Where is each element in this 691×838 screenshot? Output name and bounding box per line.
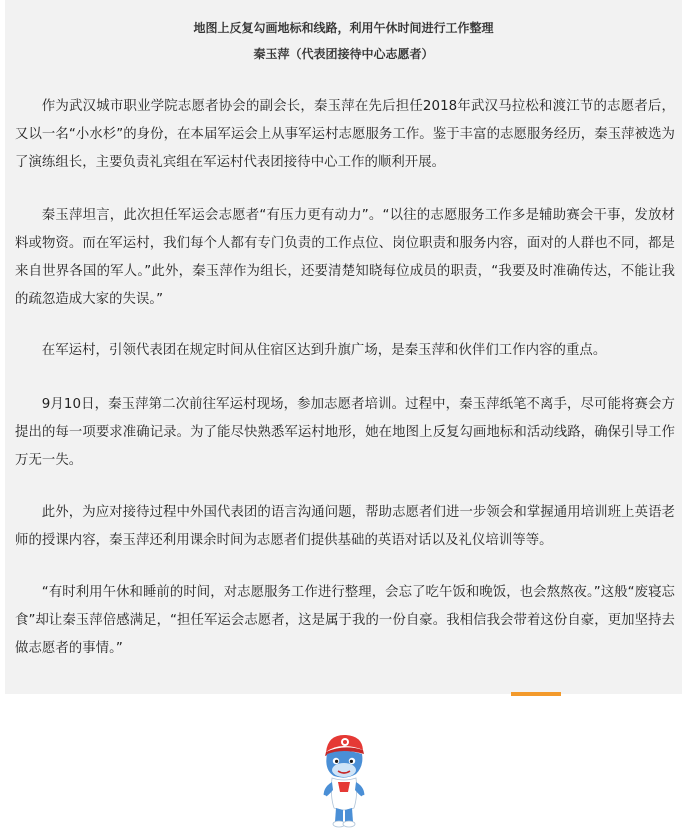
accent-divider: [511, 692, 561, 696]
mascot-icon: [314, 732, 374, 832]
image-caption: 地图上反复勾画地标和线路，利用午休时间进行工作整理: [193, 21, 494, 35]
paragraph: 9月10日，秦玉萍第二次前往军运村现场，参加志愿者培训。过程中，秦玉萍纸笔不离手，尽可能将赛会方提出的每一项要求准确记录。为了能尽快熟悉军运村地形，她在地图上反复勾画地标和活动线路，确保引导工作万无一失。: [15, 397, 675, 468]
mascot-icon: [314, 732, 374, 832]
image-caption-subtitle: 秦玉萍（代表团接待中心志愿者）: [253, 47, 434, 61]
paragraph: 秦玉萍坦言，此次担任军运会志愿者“有压力更有动力”。“以往的志愿服务工作多是辅助赛会干事，发放材料或物资。而在军运村，我们每个人都有专门负责的工作点位、岗位职责和服务内容，面对的人群也不同，都是来自世界各国的军人。”此外，秦玉萍作为组长，还要清楚知晓每位成员的职责，“我要及时准确传达，不能让我的疏忽造成大家的失误。”: [15, 208, 675, 307]
article-block: [5, 0, 682, 694]
paragraph: 作为武汉城市职业学院志愿者协会的副会长，秦玉萍在先后担任2018年武汉马拉松和渡江节的志愿者后，又以一名“小水杉”的身份，在本届军运会上从事军运村志愿服务工作。鉴于丰富的志愿服务经历，秦玉萍被选为了演练组长，主要负责礼宾组在军运村代表团接待中心工作的顺利开展。: [15, 99, 675, 170]
paragraph: 此外，为应对接待过程中外国代表团的语言沟通问题，帮助志愿者们进一步领会和掌握通用培训班上英语老师的授课内容，秦玉萍还利用课余时间为志愿者们提供基础的英语对话以及礼仪培训等等。: [15, 505, 675, 548]
paragraph: 在军运村，引领代表团在规定时间从住宿区达到升旗广场，是秦玉萍和伙伴们工作内容的重点。: [41, 343, 607, 358]
paragraph-quote: “有时利用午休和睡前的时间，对志愿服务工作进行整理，会忘了吃午饭和晚饭，也会熬熬夜。”这般“废寝忘食”却让秦玉萍倍感满足，“担任军运会志愿者，这是属于我的一份自豪。我相信我会带着这份自豪，更加坚持去做志愿者的事情。”: [15, 585, 675, 656]
